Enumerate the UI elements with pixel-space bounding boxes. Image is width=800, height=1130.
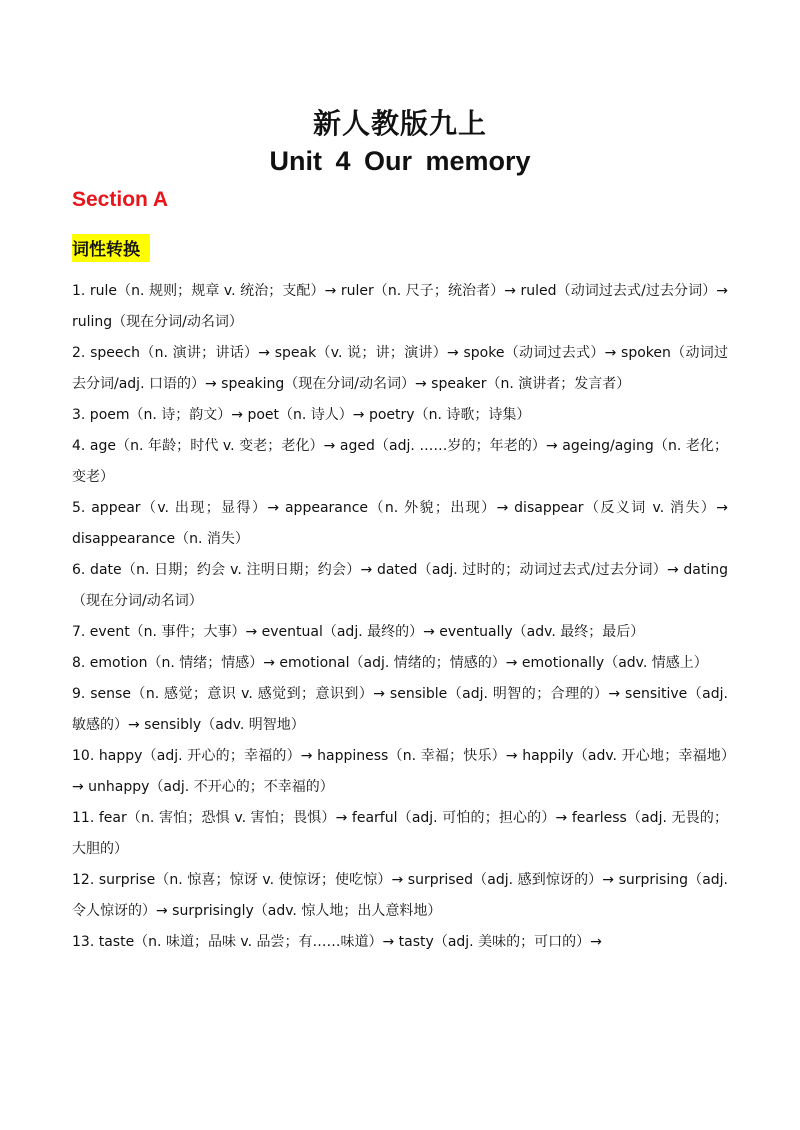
vocabulary-list [72,276,728,958]
vocab-entry: 8. emotion（n. 情绪；情感）→ emotional（adj. 情绪的；情感的）→ emotionally（adv. 情感上） [72,655,708,671]
vocab-entry: 9. sense（n. 感觉；意识 v. 感觉到；意识到）→ sensible（adj. 明智的；合理的）→ sensitive（adj. 敏感的）→ sensibly（adv. 明智地） [72,686,728,733]
vocab-entry: 13. taste（n. 味道；品味 v. 品尝；有……味道）→ tasty（adj. 美味的；可口的）→ [72,934,602,950]
vocab-entry: 6. date（n. 日期；约会 v. 注明日期；约会）→ dated（adj. 过时的；动词过去式/过去分词）→ dating（现在分词/动名词） [72,562,728,609]
vocab-entry: 1. rule（n. 规则；规章 v. 统治；支配）→ ruler（n. 尺子；统治者）→ ruled（动词过去式/过去分词）→ ruling（现在分词/动名词） [72,283,728,330]
vocab-entry: 12. surprise（n. 惊喜；惊讶 v. 使惊讶；使吃惊）→ surprised（adj. 感到惊讶的）→ surprising（adj. 令人惊讶的）→ surprisingly（adv. 惊人地；出人意料地） [72,872,728,919]
section-heading: Section A [72,188,169,211]
vocab-entry: 4. age（n. 年龄；时代 v. 变老；老化）→ aged（adj. ……岁的；年老的）→ ageing/aging（n. 老化；变老） [72,438,728,485]
vocab-entry: 7. event（n. 事件；大事）→ eventual（adj. 最终的）→ eventually（adv. 最终；最后） [72,624,645,640]
document-title-english: Unit 4 Our memory [269,146,531,176]
vocab-entry: 3. poem（n. 诗；韵文）→ poet（n. 诗人）→ poetry（n. 诗歌；诗集） [72,407,531,423]
vocab-entry: 10. happy（adj. 开心的；幸福的）→ happiness（n. 幸福；快乐）→ happily（adv. 开心地；幸福地）→ unhappy（adj. 不开心的；不幸福的） [72,748,728,795]
vocab-entry: 11. fear（n. 害怕；恐惧 v. 害怕；畏惧）→ fearful（adj. 可怕的；担心的）→ fearless（adj. 无畏的；大胆的） [72,810,728,857]
document-title-chinese: 新人教版九上 [312,107,487,140]
vocab-entry: 2. speech（n. 演讲；讲话）→ speak（v. 说；讲；演讲）→ spoke（动词过去式）→ spoken（动词过去分词/adj. 口语的）→ speaking（现在分词/动名词）→ speaker（n. 演讲者；发言者） [72,345,728,392]
vocab-entry: 5. appear（v. 出现；显得）→ appearance（n. 外貌；出现）→ disappear（反义词 v. 消失）→ disappearance（n. 消失） [72,500,728,547]
subheading-highlighted: 词性转换 [72,234,150,262]
